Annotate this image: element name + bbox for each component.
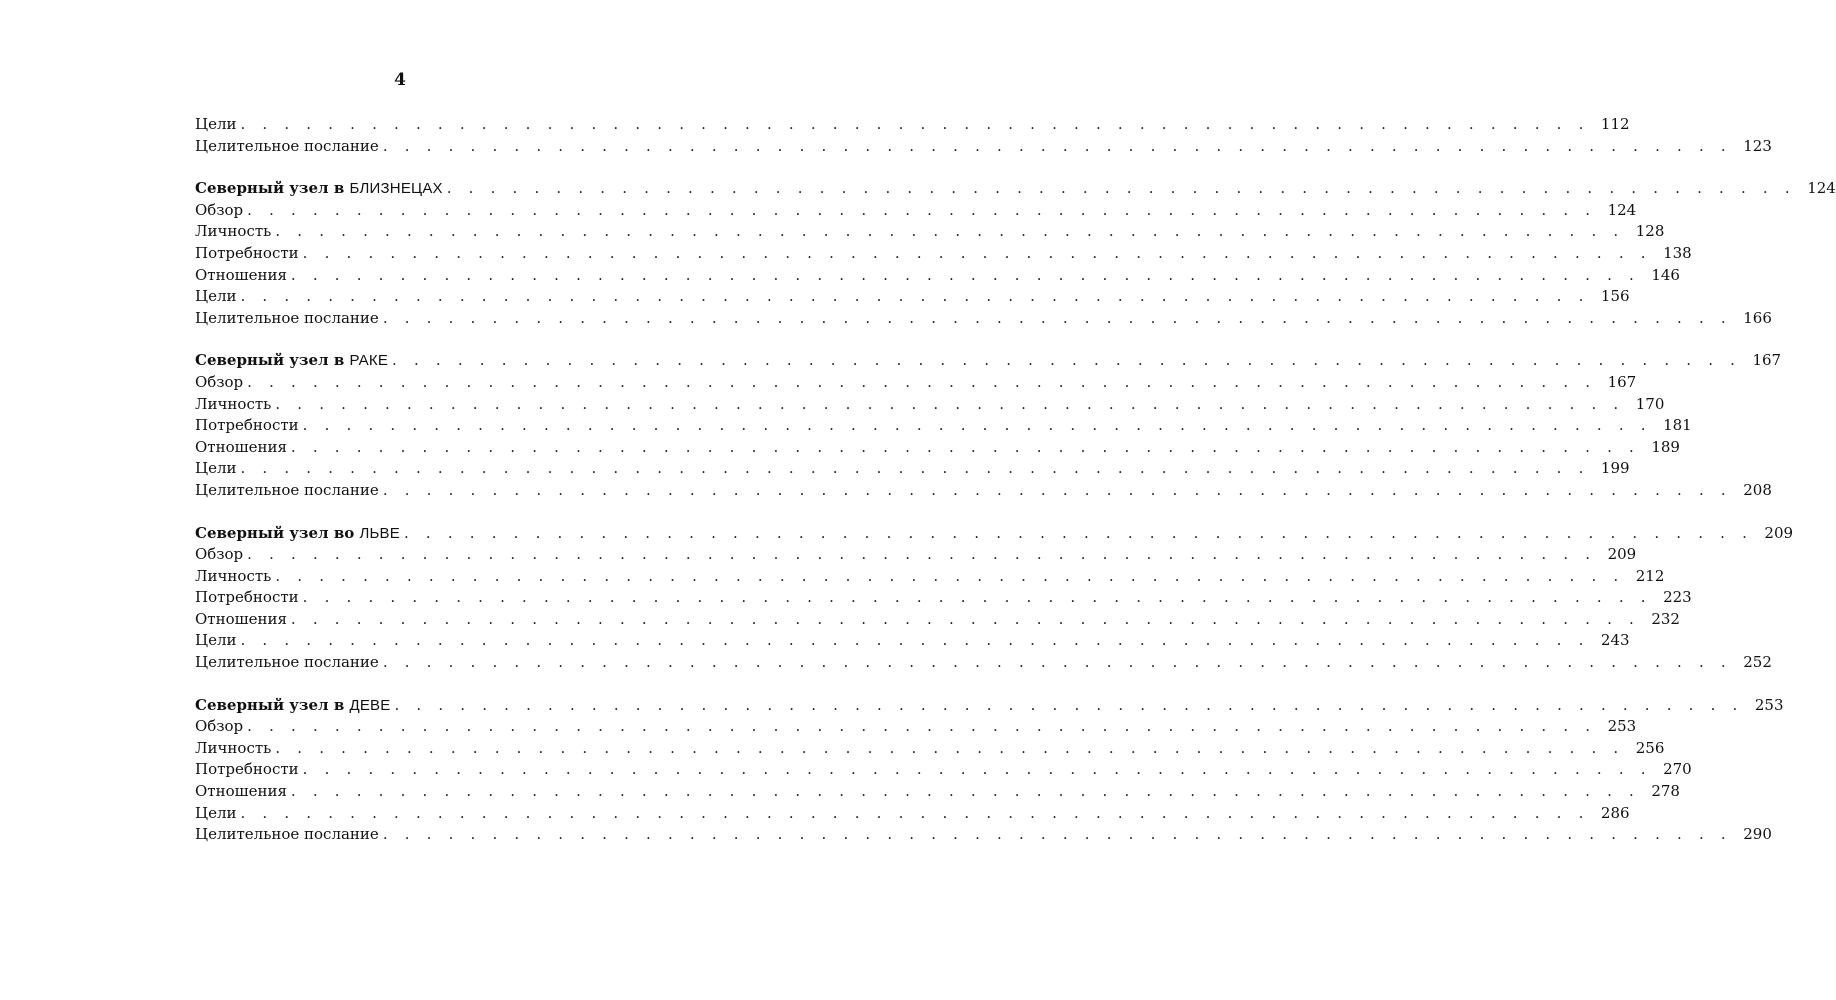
toc-leader-dots: . . . . . . . . . . . . . . . . . . . . . . . . . . . . . . . . . . . . . . . . . . . . . . . . . . . . . . . . . . . . . . [382, 825, 1732, 844]
toc-chapter-prefix: Северный узел во [195, 523, 360, 542]
toc-leader-dots: . . . . . . . . . . . . . . . . . . . . . . . . . . . . . . . . . . . . . . . . . . . . . . . . . . . . . . . . . . . . . . [382, 480, 1732, 499]
toc-entry[interactable] [195, 738, 1665, 760]
toc-entry[interactable] [195, 394, 1665, 416]
toc-chapter-sign: ДЕВЕ [349, 696, 391, 714]
toc-chapter-prefix: Северный узел в [195, 179, 350, 198]
toc-entry[interactable] [195, 308, 1772, 330]
toc-leader-dots: . . . . . . . . . . . . . . . . . . . . . . . . . . . . . . . . . . . . . . . . . . . . . . . . . . . . . . . . . . . . . . [382, 136, 1732, 155]
toc-entry[interactable] [195, 243, 1692, 265]
toc-leader-dots: . . . . . . . . . . . . . . . . . . . . . . . . . . . . . . . . . . . . . . . . . . . . . . . . . . . . . . . . . . . . . . [240, 459, 1590, 478]
toc-leader-dots: . . . . . . . . . . . . . . . . . . . . . . . . . . . . . . . . . . . . . . . . . . . . . . . . . . . . . . . . . . . . . . [302, 760, 1652, 779]
toc-chapter-title [195, 523, 404, 545]
toc-chapter-heading[interactable] [195, 523, 1794, 545]
toc-entry-title: Обзор [195, 372, 244, 391]
toc-leader-dots: . . . . . . . . . . . . . . . . . . . . . . . . . . . . . . . . . . . . . . . . . . . . . . . . . . . . . . . . . . . . . . [290, 609, 1640, 628]
toc-entry-page: 166 [1743, 308, 1772, 327]
toc-entry-page: 112 [1600, 115, 1630, 133]
toc-entry[interactable] [195, 221, 1665, 243]
toc-entry-title: Потребности [195, 243, 299, 262]
toc-entry-title: Отношения [195, 265, 287, 284]
toc-leader-dots: . . . . . . . . . . . . . . . . . . . . . . . . . . . . . . . . . . . . . . . . . . . . . . . . . . . . . . . . . . . . . . [247, 372, 1597, 391]
toc-entry-title: Целительное послание [195, 308, 379, 327]
toc-entry-page: 181 [1663, 416, 1692, 435]
toc-leader-dots: . . . . . . . . . . . . . . . . . . . . . . . . . . . . . . . . . . . . . . . . . . . . . . . . . . . . . . . . . . . . . . [302, 243, 1652, 262]
toc-section-leo [195, 523, 1794, 674]
toc-entry[interactable] [195, 458, 1630, 480]
toc-entry[interactable] [195, 480, 1772, 502]
toc-entry[interactable] [195, 609, 1680, 631]
toc-entry[interactable] [195, 781, 1680, 803]
toc-leader-dots: . . . . . . . . . . . . . . . . . . . . . . . . . . . . . . . . . . . . . . . . . . . . . . . . . . . . . . . . . . . . . . [240, 631, 1590, 650]
toc-leader-dots: . . . . . . . . . . . . . . . . . . . . . . . . . . . . . . . . . . . . . . . . . . . . . . . . . . . . . . . . . . . . . . [247, 200, 1597, 219]
toc-entry-page: 232 [1651, 609, 1680, 628]
toc-leader-dots: . . . . . . . . . . . . . . . . . . . . . . . . . . . . . . . . . . . . . . . . . . . . . . . . . . . . . . . . . . . . . . [240, 115, 1590, 133]
page-number: 4 [394, 70, 406, 90]
toc-chapter-title [195, 178, 447, 200]
toc-entry[interactable] [195, 437, 1680, 459]
toc-entry-page: 124 [1607, 200, 1637, 219]
toc-entry-title: Целительное послание [195, 653, 379, 672]
toc-entry-page: 252 [1743, 653, 1772, 672]
toc-entry-title: Обзор [195, 545, 244, 564]
toc-chapter-sign: ЛЬВЕ [359, 524, 400, 542]
toc-entry-page: 123 [1743, 136, 1772, 155]
toc-leader-dots: . . . . . . . . . . . . . . . . . . . . . . . . . . . . . . . . . . . . . . . . . . . . . . . . . . . . . . . . . . . . . . [382, 653, 1732, 672]
toc-entry-page: 290 [1743, 825, 1772, 844]
toc-leader-dots: . . . . . . . . . . . . . . . . . . . . . . . . . . . . . . . . . . . . . . . . . . . . . . . . . . . . . . . . . . . . . . [403, 523, 1754, 542]
toc-entry-page: 270 [1663, 760, 1692, 779]
toc-chapter-prefix: Северный узел в [195, 695, 350, 714]
toc-entry-title: Потребности [195, 760, 299, 779]
toc-entry[interactable] [195, 803, 1630, 825]
toc-entry[interactable] [195, 114, 1630, 136]
toc-entry-page: 223 [1663, 588, 1692, 607]
toc-entry-title: Целительное послание [195, 825, 379, 844]
toc-entry[interactable] [195, 566, 1665, 588]
toc-chapter-sign: БЛИЗНЕЦАХ [349, 180, 443, 198]
toc-chapter-heading[interactable] [195, 350, 1782, 372]
toc-entry-page: 212 [1635, 566, 1665, 585]
toc-leader-dots: . . . . . . . . . . . . . . . . . . . . . . . . . . . . . . . . . . . . . . . . . . . . . . . . . . . . . . . . . . . . . . [446, 179, 1796, 198]
toc-entry[interactable] [195, 630, 1630, 652]
toc-section-cancer [195, 350, 1782, 501]
toc-entry[interactable] [195, 652, 1772, 674]
toc-entry[interactable] [195, 824, 1772, 846]
toc-entry[interactable] [195, 544, 1637, 566]
toc-leader-dots: . . . . . . . . . . . . . . . . . . . . . . . . . . . . . . . . . . . . . . . . . . . . . . . . . . . . . . . . . . . . . . [290, 437, 1640, 456]
toc-leader-dots: . . . . . . . . . . . . . . . . . . . . . . . . . . . . . . . . . . . . . . . . . . . . . . . . . . . . . . . . . . . . . . [302, 588, 1652, 607]
toc-chapter-page: 209 [1764, 523, 1794, 542]
toc-entry-page: 170 [1635, 394, 1665, 413]
toc-leader-dots: . . . . . . . . . . . . . . . . . . . . . . . . . . . . . . . . . . . . . . . . . . . . . . . . . . . . . . . . . . . . . . [290, 782, 1640, 801]
toc-entry[interactable] [195, 415, 1692, 437]
toc-entry-page: 256 [1635, 738, 1665, 757]
toc-entry-title: Отношения [195, 437, 287, 456]
toc-leader-dots: . . . . . . . . . . . . . . . . . . . . . . . . . . . . . . . . . . . . . . . . . . . . . . . . . . . . . . . . . . . . . . [247, 717, 1597, 736]
toc-leader-dots: . . . . . . . . . . . . . . . . . . . . . . . . . . . . . . . . . . . . . . . . . . . . . . . . . . . . . . . . . . . . . . [275, 222, 1625, 241]
toc-section-virgo [195, 695, 1784, 846]
toc-leader-dots: . . . . . . . . . . . . . . . . . . . . . . . . . . . . . . . . . . . . . . . . . . . . . . . . . . . . . . . . . . . . . . [275, 394, 1625, 413]
toc-entry-title: Целительное послание [195, 136, 379, 155]
toc-entry[interactable] [195, 716, 1637, 738]
toc-entry[interactable] [195, 587, 1692, 609]
toc-entry-page: 253 [1607, 717, 1637, 736]
toc-entry-title: Цели [195, 459, 237, 478]
toc-chapter-page: 167 [1752, 351, 1782, 370]
toc-entry-page: 286 [1600, 803, 1630, 822]
toc-chapter-page: 253 [1754, 695, 1784, 714]
toc-entry-page: 128 [1635, 222, 1665, 241]
toc-entry[interactable] [195, 136, 1772, 158]
toc-entry-title: Цели [195, 115, 237, 133]
toc-entry-title: Цели [195, 803, 237, 822]
toc-entry[interactable] [195, 759, 1692, 781]
toc-entry-page: 189 [1651, 437, 1680, 456]
toc-entry[interactable] [195, 265, 1680, 287]
toc-leader-dots: . . . . . . . . . . . . . . . . . . . . . . . . . . . . . . . . . . . . . . . . . . . . . . . . . . . . . . . . . . . . . . [240, 287, 1590, 306]
toc-leader-dots: . . . . . . . . . . . . . . . . . . . . . . . . . . . . . . . . . . . . . . . . . . . . . . . . . . . . . . . . . . . . . . [247, 545, 1597, 564]
toc-entry-title: Личность [195, 566, 272, 585]
table-of-contents [195, 114, 1836, 846]
toc-leader-dots: . . . . . . . . . . . . . . . . . . . . . . . . . . . . . . . . . . . . . . . . . . . . . . . . . . . . . . . . . . . . . . [302, 416, 1652, 435]
toc-section-continuation [195, 114, 1772, 157]
toc-entry-title: Личность [195, 394, 272, 413]
toc-chapter-title [195, 695, 394, 717]
toc-entry[interactable] [195, 372, 1637, 394]
toc-entry-title: Отношения [195, 609, 287, 628]
toc-entry-title: Потребности [195, 588, 299, 607]
toc-entry-page: 167 [1607, 372, 1637, 391]
toc-entry[interactable] [195, 200, 1637, 222]
toc-entry-title: Цели [195, 631, 237, 650]
toc-entry-page: 146 [1651, 265, 1680, 284]
toc-leader-dots: . . . . . . . . . . . . . . . . . . . . . . . . . . . . . . . . . . . . . . . . . . . . . . . . . . . . . . . . . . . . . . [275, 738, 1625, 757]
toc-chapter-title [195, 350, 392, 372]
toc-entry-title: Отношения [195, 782, 287, 801]
toc-leader-dots: . . . . . . . . . . . . . . . . . . . . . . . . . . . . . . . . . . . . . . . . . . . . . . . . . . . . . . . . . . . . . . [240, 803, 1590, 822]
toc-entry-page: 138 [1663, 243, 1692, 262]
toc-leader-dots: . . . . . . . . . . . . . . . . . . . . . . . . . . . . . . . . . . . . . . . . . . . . . . . . . . . . . . . . . . . . . . [392, 351, 1742, 370]
toc-leader-dots: . . . . . . . . . . . . . . . . . . . . . . . . . . . . . . . . . . . . . . . . . . . . . . . . . . . . . . . . . . . . . . [382, 308, 1732, 327]
toc-entry-title: Цели [195, 287, 237, 306]
toc-entry-title: Обзор [195, 717, 244, 736]
toc-entry-page: 199 [1600, 459, 1630, 478]
toc-entry-title: Целительное послание [195, 480, 379, 499]
toc-entry-title: Личность [195, 738, 272, 757]
toc-entry-title: Потребности [195, 416, 299, 435]
toc-entry-page: 278 [1651, 782, 1680, 801]
toc-chapter-heading[interactable] [195, 178, 1836, 200]
toc-chapter-heading[interactable] [195, 695, 1784, 717]
toc-entry-title: Личность [195, 222, 272, 241]
toc-leader-dots: . . . . . . . . . . . . . . . . . . . . . . . . . . . . . . . . . . . . . . . . . . . . . . . . . . . . . . . . . . . . . . [394, 695, 1744, 714]
toc-section-gemini [195, 178, 1836, 329]
toc-chapter-sign: РАКЕ [349, 352, 389, 370]
toc-entry-title: Обзор [195, 200, 244, 219]
toc-chapter-page: 124 [1807, 179, 1836, 198]
toc-chapter-prefix: Северный узел в [195, 351, 350, 370]
toc-entry-page: 208 [1743, 480, 1772, 499]
toc-entry-page: 243 [1600, 631, 1630, 650]
toc-leader-dots: . . . . . . . . . . . . . . . . . . . . . . . . . . . . . . . . . . . . . . . . . . . . . . . . . . . . . . . . . . . . . . [275, 566, 1625, 585]
toc-entry-page: 156 [1600, 287, 1630, 306]
toc-entry-page: 209 [1607, 545, 1637, 564]
toc-entry[interactable] [195, 286, 1630, 308]
toc-leader-dots: . . . . . . . . . . . . . . . . . . . . . . . . . . . . . . . . . . . . . . . . . . . . . . . . . . . . . . . . . . . . . . [290, 265, 1640, 284]
